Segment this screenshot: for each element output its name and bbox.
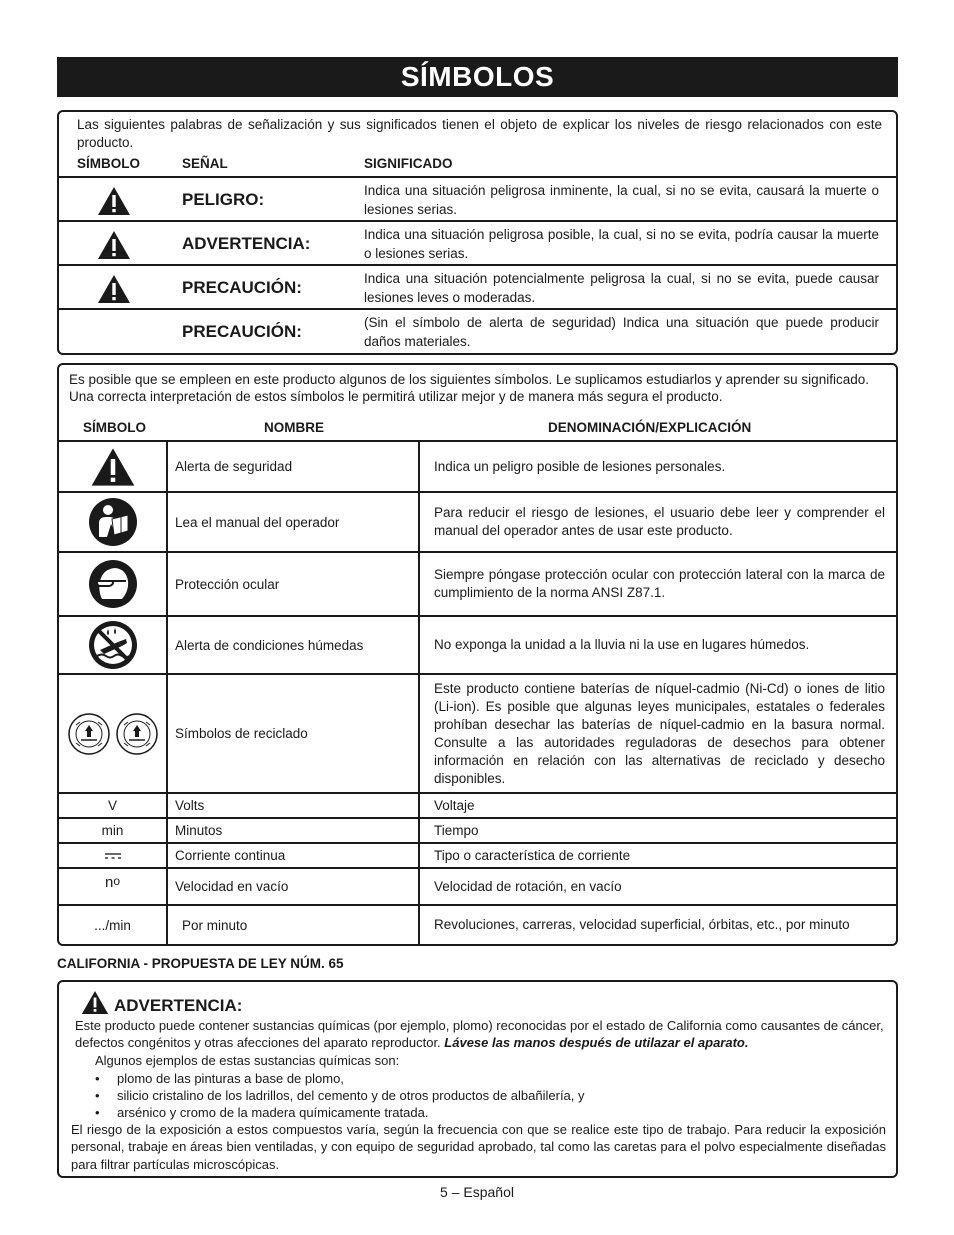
- signal-word: PRECAUCIÓN:: [182, 322, 302, 341]
- symbol-row-eye-protection: [59, 551, 896, 615]
- california-heading: CALIFORNIA - PROPUESTA DE LEY NÚM. 65: [57, 956, 344, 971]
- symbol-name: Por minuto: [166, 906, 420, 944]
- wet-conditions-icon: [88, 620, 138, 670]
- symbol-explanation: Tipo o característica de corriente: [434, 847, 631, 863]
- col-header-signal: SEÑAL: [182, 156, 228, 171]
- recycling-seal-li-ion-icon: [116, 713, 158, 755]
- california-para1-emphasis: Lávese las manos después de utilazar el aparato.: [444, 1035, 749, 1051]
- california-bullet-3: • arsénico y cromo de la madera químicamente tratada.: [95, 1105, 429, 1120]
- signal-word: ADVERTENCIA:: [182, 234, 311, 253]
- signal-meaning: (Sin el símbolo de alerta de seguridad) Indica una situación que puede producir daños materiales.: [364, 315, 879, 349]
- symbol-name: Velocidad en vacío: [166, 869, 420, 904]
- symbol-name: Alerta de seguridad: [166, 442, 420, 491]
- signal-words-box: [57, 110, 898, 355]
- symbol-text: n o: [104, 874, 121, 891]
- eye-protection-icon: [88, 559, 138, 609]
- signal-intro: Las siguientes palabras de señalización y sus significados tienen el objeto de explicar los niveles de riesgo relacionados con este producto.: [77, 117, 882, 150]
- california-warning-box: [57, 980, 898, 1178]
- warning-triangle-icon: [97, 230, 131, 260]
- symbol-row-minutes: [59, 817, 896, 842]
- symbol-text: .../min: [94, 917, 131, 933]
- california-warning-title: ADVERTENCIA:: [114, 996, 243, 1015]
- warning-triangle-icon: [97, 186, 131, 216]
- california-para1-text: Este producto puede contener sustancias químicas (por ejemplo, plomo) reconocidas por el estado de California como causantes de cáncer, defectos congénitos y otras afecciones del aparato reproductor.: [75, 1018, 884, 1051]
- page-number: 5 – Español: [440, 1184, 514, 1200]
- california-bullet-1: • plomo de las pinturas a base de plomo,: [95, 1071, 344, 1086]
- signal-row-precaucion-no-symbol: [59, 308, 896, 354]
- warning-triangle-icon: [81, 990, 109, 1015]
- safety-alert-icon: [90, 447, 136, 487]
- symbol-name: Protección ocular: [166, 553, 420, 615]
- col-header-meaning: SIGNIFICADO: [364, 156, 453, 171]
- symbol-explanation: Siempre póngase protección ocular con protección lateral con la marca de cumplimiento de la norma ANSI Z87.1.: [434, 567, 885, 600]
- symbol-explanation: Tiempo: [434, 822, 479, 838]
- symbol-explanation: Revoluciones, carreras, velocidad superficial, órbitas, etc., por minuto: [434, 917, 850, 932]
- symbol-name: Minutos: [166, 819, 420, 842]
- col-header-symbol: SÍMBOLO: [77, 156, 140, 171]
- california-paragraph-2: El riesgo de la exposición a estos compuestos varía, según la frecuencia con que se realice este tipo de trabajo. Para reducir la exposición personal, trabaje en áreas bien ventiladas, y con equipo de seguridad aprobado, tal como las caretas para el polvo especialmente diseñadas para filtrar partículas microscópicas.: [71, 1122, 886, 1172]
- symbol-explanation: Velocidad de rotación, en vacío: [434, 878, 622, 894]
- warning-triangle-icon: [97, 274, 131, 304]
- read-manual-icon: [88, 497, 138, 547]
- symbols-box: [57, 363, 898, 946]
- symbol-text: min: [101, 823, 124, 838]
- symbol-explanation: Este producto contiene baterías de níquel-cadmio (Ni-Cd) o iones de litio (Li-ion). Es posible que algunas leyes municipales, estatales o federales prohíban desechar las baterías de níquel-cadmio en la basura normal. Consulte a las autoridades reguladoras de desechos para obtener información en relación con las alternativas de reciclado y desecho disponibles.: [434, 680, 885, 786]
- symbol-row-per-minute: [59, 904, 896, 944]
- symbol-row-read-manual: [59, 491, 896, 551]
- california-bullet-2: • silicio cristalino de los ladrillos, del cemento y de otros productos de albañilería, y: [95, 1088, 585, 1103]
- california-paragraph-1: [75, 1017, 887, 1052]
- page-title: SÍMBOLOS: [57, 57, 898, 97]
- symbols-intro: Es posible que se empleen en este producto algunos de los siguientes símbolos. Le suplicamos estudiarlos y aprender su significado. Una correcta interpretación de estos símbolos le permitirá utilizar mejor y de manera más segura el producto.: [69, 372, 869, 404]
- signal-row-advertencia: [59, 220, 896, 266]
- symbol-text: V: [107, 798, 117, 813]
- california-examples-intro: Algunos ejemplos de estas sustancias químicas son:: [95, 1053, 400, 1068]
- symbol-explanation: Indica un peligro posible de lesiones personales.: [434, 458, 726, 474]
- signal-row-precaucion: [59, 264, 896, 310]
- symbol-row-recycling: [59, 673, 896, 792]
- symbol-row-wet-conditions: [59, 615, 896, 673]
- signal-meaning: Indica una situación peligrosa inminente, la cual, si no se evita, causará la muerte o lesiones serias.: [364, 183, 879, 217]
- signal-meaning: Indica una situación potencialmente peligrosa la cual, si no se evita, puede causar lesiones leves o moderadas.: [364, 271, 879, 305]
- symbol-row-volts: [59, 792, 896, 817]
- symbol-name: Volts: [166, 794, 420, 817]
- symbol-row-direct-current: [59, 842, 896, 867]
- symbol-row-no-load-speed: [59, 867, 896, 904]
- col-header-symbol: SÍMBOLO: [83, 420, 146, 435]
- symbol-row-safety-alert: [59, 440, 896, 491]
- signal-meaning: Indica una situación peligrosa posible, la cual, si no se evita, podría causar la muerte o lesiones serias.: [364, 227, 879, 261]
- symbol-explanation: Voltaje: [434, 797, 475, 813]
- direct-current-icon: [104, 851, 122, 861]
- symbol-name: Alerta de condiciones húmedas: [166, 617, 420, 673]
- signal-word: PELIGRO:: [182, 190, 265, 209]
- signal-row-peligro: [59, 176, 896, 222]
- symbol-explanation: No exponga la unidad a la lluvia ni la use en lugares húmedos.: [434, 637, 810, 652]
- col-header-explanation: DENOMINACIÓN/EXPLICACIÓN: [548, 420, 752, 435]
- symbol-name: Símbolos de reciclado: [166, 675, 420, 792]
- symbol-explanation: Para reducir el riesgo de lesiones, el usuario debe leer y comprender el manual del operador antes de usar este producto.: [434, 505, 885, 538]
- symbol-name: Corriente continua: [166, 844, 420, 867]
- signal-word: PRECAUCIÓN:: [182, 278, 302, 297]
- col-header-name: NOMBRE: [264, 420, 324, 435]
- recycling-seal-ni-cd-icon: [68, 713, 110, 755]
- symbol-name: Lea el manual del operador: [166, 493, 420, 551]
